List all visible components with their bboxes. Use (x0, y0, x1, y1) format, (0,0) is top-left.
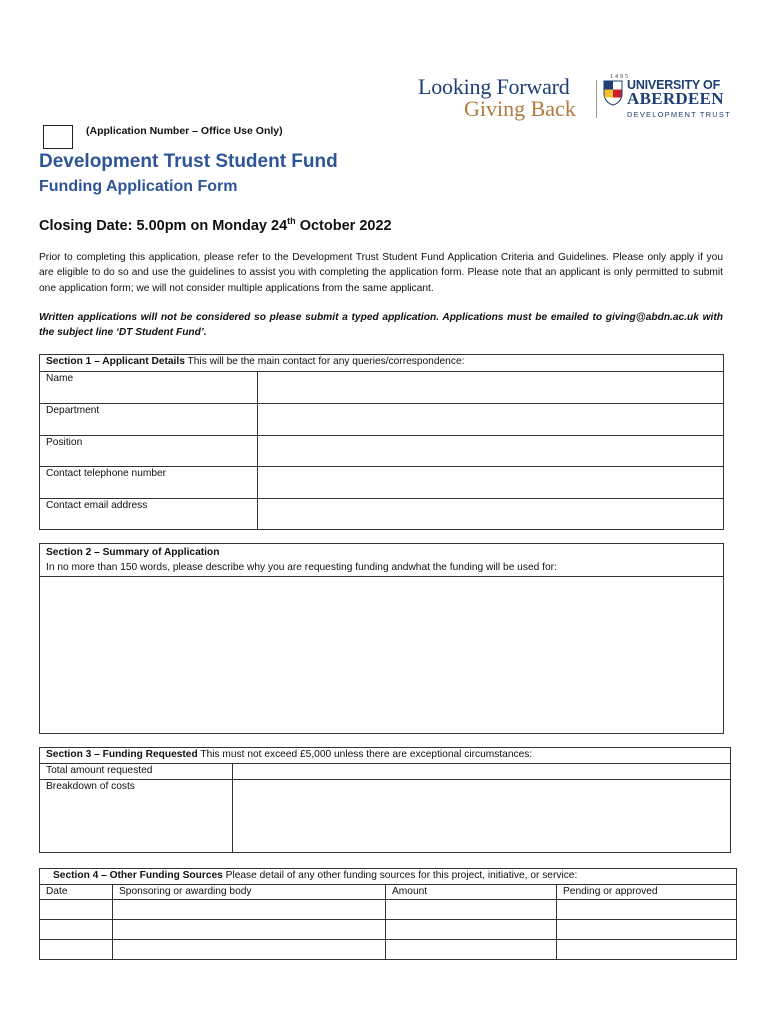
table-cell[interactable] (40, 940, 113, 960)
table-cell[interactable] (386, 920, 557, 940)
email-field[interactable] (258, 499, 724, 530)
page-subtitle: Funding Application Form (39, 178, 238, 195)
section-1-description: This will be the main contact for any queries/correspondence: (184, 356, 465, 367)
field-label: Contact telephone number (40, 467, 258, 499)
column-header-amount: Amount (386, 885, 557, 900)
table-cell[interactable] (113, 920, 386, 940)
crest-icon (603, 80, 623, 106)
summary-field[interactable] (40, 577, 724, 734)
section-2-description: In no more than 150 words, please describe why you are requesting funding andwhat the funding will be used for: (46, 562, 557, 573)
section-1-title: Section 1 – Applicant Details (46, 356, 185, 367)
table-cell[interactable] (557, 920, 737, 940)
column-header-status: Pending or approved (557, 885, 737, 900)
section-4-title: Section 4 – Other Funding Sources (53, 870, 223, 881)
table-cell[interactable] (557, 940, 737, 960)
section-2-header (40, 544, 724, 577)
logo-university-of: UNIVERSITY OF (627, 78, 721, 92)
field-label: Position (40, 436, 258, 467)
section-3-description: This must not exceed £5,000 unless there are exceptional circumstances: (197, 749, 533, 760)
table-cell[interactable] (386, 900, 557, 920)
logo-line-2: Giving Back (464, 96, 576, 121)
table-cell[interactable] (40, 900, 113, 920)
section-3-header (40, 748, 731, 764)
column-header-body: Sponsoring or awarding body (113, 885, 386, 900)
position-field[interactable] (258, 436, 724, 467)
section-2-table (39, 543, 724, 734)
table-cell[interactable] (386, 940, 557, 960)
total-amount-field[interactable] (233, 764, 731, 780)
section-1-table (39, 354, 724, 530)
application-number-box[interactable] (43, 125, 73, 149)
closing-date-prefix: Closing Date: 5.00pm on Monday 24 (39, 217, 288, 234)
column-header-date: Date (40, 885, 113, 900)
name-field[interactable] (258, 372, 724, 404)
field-label: Department (40, 404, 258, 436)
table-cell[interactable] (113, 940, 386, 960)
application-number-label: (Application Number – Office Use Only) (86, 125, 283, 137)
logo-year: 1495 (610, 74, 630, 80)
section-4-description: Please detail of any other funding sources for this project, initiative, or service: (222, 870, 578, 881)
logo-text (418, 76, 588, 120)
section-2-title: Section 2 – Summary of Application (46, 547, 220, 558)
logo-divider (596, 80, 597, 118)
table-cell[interactable] (557, 900, 737, 920)
section-1-header (40, 355, 724, 372)
logo-line-1: Looking Forward (418, 74, 570, 99)
closing-date (39, 216, 392, 234)
field-label: Breakdown of costs (40, 780, 233, 853)
logo-development-trust: DEVELOPMENT TRUST (627, 110, 731, 119)
page-title: Development Trust Student Fund (39, 151, 338, 172)
breakdown-field[interactable] (233, 780, 731, 853)
field-label: Name (40, 372, 258, 404)
table-cell[interactable] (40, 920, 113, 940)
department-field[interactable] (258, 404, 724, 436)
section-3-title: Section 3 – Funding Requested (46, 749, 198, 760)
closing-date-suffix-sup: th (287, 216, 296, 226)
table-cell[interactable] (113, 900, 386, 920)
section-3-table (39, 747, 731, 853)
section-4-header (40, 869, 737, 885)
logo-aberdeen: ABERDEEN (627, 89, 724, 108)
field-label: Total amount requested (40, 764, 233, 780)
submission-note: Written applications will not be considered so please submit a typed application. Applications must be emailed to giving@abdn.ac.uk with the subject line ‘DT Student Fund’. (39, 312, 723, 339)
intro-paragraph: Prior to completing this application, please refer to the Development Trust Student Fund Application Criteria and Guidelines. Please only apply if you are eligible to do so and use the guidelines to assist you with completing the application form. Please note that an applicant is only permitted to submit one application form; we will not consider multiple applications from the same applicant. (39, 252, 723, 294)
closing-date-suffix: October 2022 (295, 217, 392, 234)
field-label: Contact email address (40, 499, 258, 530)
section-4-table (39, 868, 737, 960)
telephone-field[interactable] (258, 467, 724, 499)
